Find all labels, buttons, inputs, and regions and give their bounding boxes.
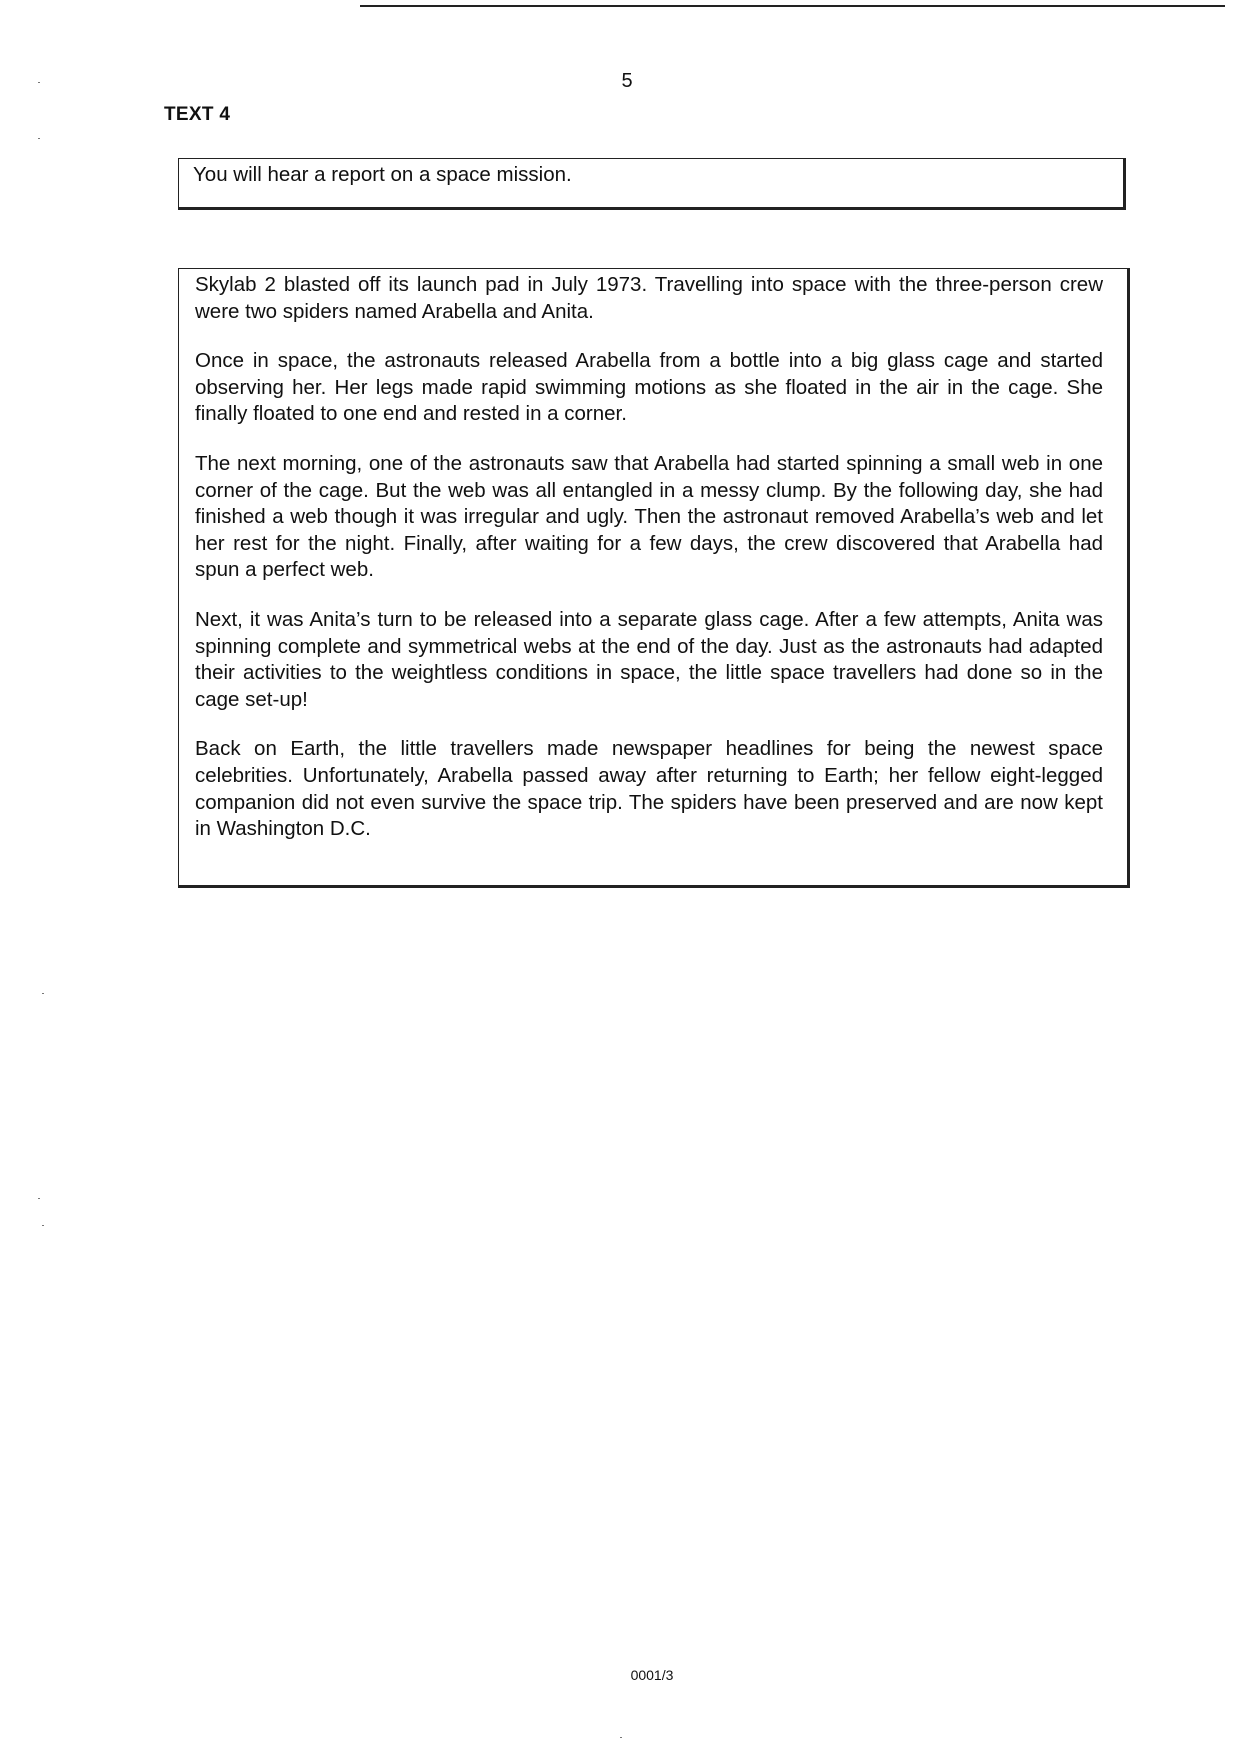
scan-speck [38, 138, 40, 139]
scan-speck [620, 1737, 622, 1738]
transcript-paragraph-5: Back on Earth, the little travellers made newspaper headlines for being the newest space celebrities. Unfortunately, Arabella passed away after returning to Earth; her fellow eight-legged companion did not even survive the space trip. The spiders have been preserved and are now kept in Washington D.C. [195, 737, 1103, 841]
text-heading: TEXT 4 [164, 104, 231, 125]
intro-box [178, 158, 1126, 210]
top-rule [360, 5, 1225, 7]
transcript-paragraph-3: The next morning, one of the astronauts saw that Arabella had started spinning a small web in one corner of the cage. But the web was all entangled in a messy clump. By the following day, she had finished a web though it was irregular and ugly. Then the astronaut removed Arabella’s web and let her rest for the night. Finally, after waiting for a few days, the crew discovered that Arabella had spun a perfect web. [195, 451, 1103, 582]
scan-speck [38, 82, 40, 83]
scan-speck [38, 1198, 40, 1199]
scan-speck [42, 993, 44, 994]
footer-code: 0001/3 [630, 1667, 674, 1683]
intro-text: You will hear a report on a space mission. [193, 163, 572, 186]
transcript-box [178, 268, 1130, 888]
transcript-paragraph-4: Next, it was Anita’s turn to be released into a separate glass cage. After a few attempts, Anita was spinning complete and symmetrical webs at the end of the day. Just as the astronauts had adapted their activities to the weightless conditions in space, the little space travellers had done so in the cage set-up! [195, 607, 1103, 711]
scan-speck [42, 1225, 44, 1226]
page-number: 5 [621, 70, 633, 92]
transcript-paragraph-1: Skylab 2 blasted off its launch pad in July 1973. Travelling into space with the three-person crew were two spiders named Arabella and Anita. [195, 273, 1103, 323]
transcript-paragraph-2: Once in space, the astronauts released Arabella from a bottle into a big glass cage and started observing her. Her legs made rapid swimming motions as she floated in the air in the cage. She finally floated to one end and rested in a corner. [195, 349, 1103, 426]
